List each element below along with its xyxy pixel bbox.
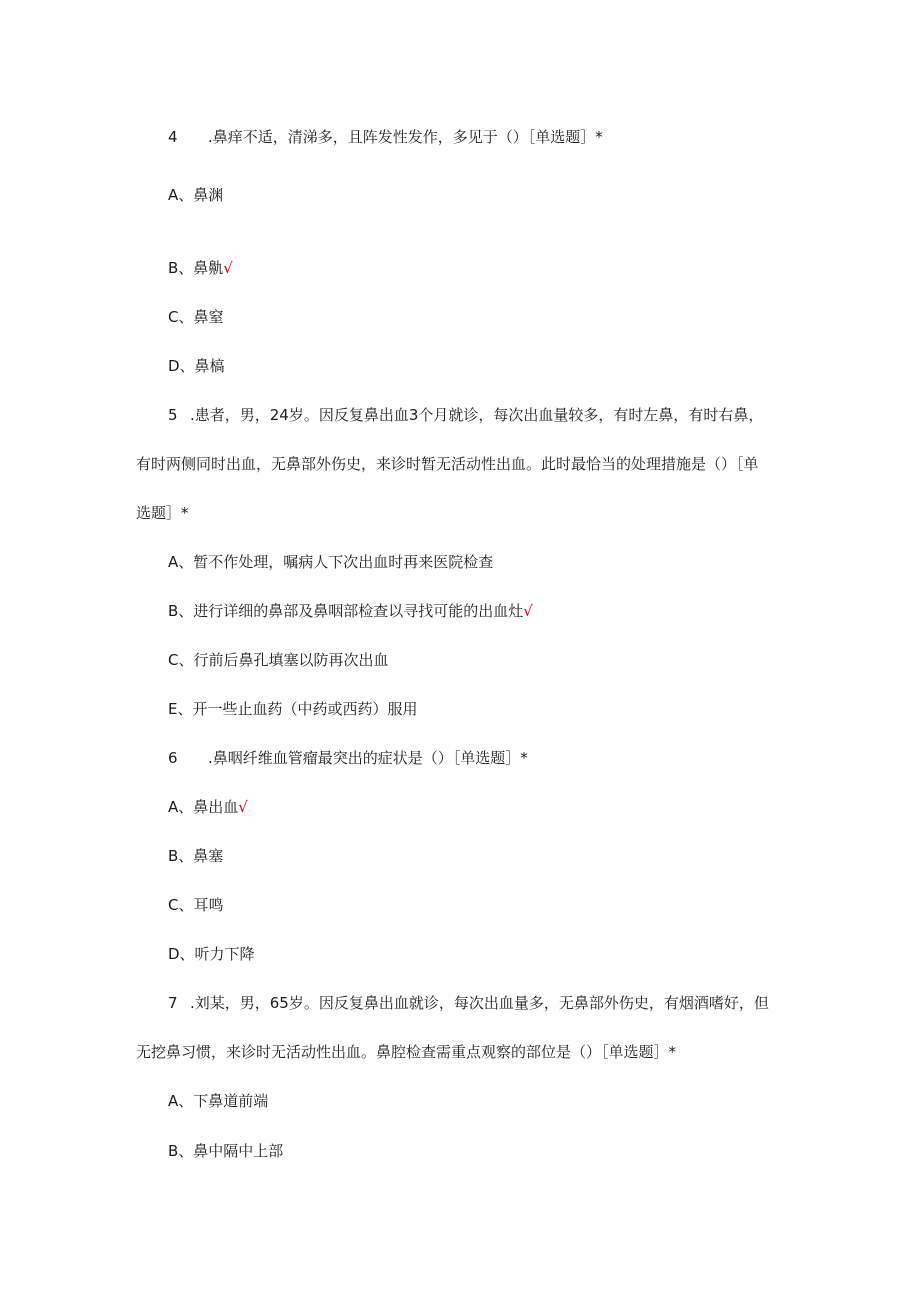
question-5-stem — [168, 404, 763, 426]
option-item[interactable] — [168, 845, 223, 867]
question-text-continued: 选题］* — [136, 504, 189, 522]
correct-answer-checkmark: √ — [223, 259, 233, 277]
option-label: C、鼻窒 — [168, 308, 224, 326]
question-text-continued: 无挖鼻习惯，来诊时无活动性出血。鼻腔检查需重点观察的部位是（）［单选题］* — [136, 1043, 677, 1061]
option-label: B、鼻塞 — [168, 847, 224, 865]
question-number: 5 — [168, 406, 178, 424]
option-item[interactable] — [168, 649, 388, 671]
option-item[interactable] — [168, 184, 223, 206]
option-item[interactable] — [168, 698, 417, 720]
option-label: A、下鼻道前端 — [168, 1092, 269, 1110]
option-label: D、鼻槁 — [168, 357, 225, 375]
question-text: .鼻咽纤维血管瘤最突出的症状是（）［单选题］* — [208, 749, 528, 767]
question-6-stem — [168, 747, 528, 769]
option-item[interactable] — [168, 306, 223, 328]
option-item[interactable] — [168, 796, 248, 818]
option-item[interactable] — [168, 600, 533, 622]
question-4-stem — [168, 126, 603, 148]
question-number: 7 — [168, 994, 178, 1012]
question-7-stem — [168, 992, 769, 1014]
question-text: .鼻痒不适，清涕多，且阵发性发作，多见于（）［单选题］* — [208, 128, 603, 146]
option-label: A、鼻渊 — [168, 186, 224, 204]
question-number: 6 — [168, 749, 178, 767]
question-text: .患者，男，24岁。因反复鼻出血3个月就诊，每次出血量较多，有时左鼻，有时右鼻， — [190, 406, 764, 424]
option-label: E、开一些止血药（中药或西药）服用 — [168, 700, 418, 718]
option-label: A、鼻出血 — [168, 798, 239, 816]
option-item[interactable] — [168, 355, 225, 377]
option-item[interactable] — [168, 551, 493, 573]
option-item[interactable] — [168, 1090, 268, 1112]
option-label: B、进行详细的鼻部及鼻咽部检查以寻找可能的出血灶 — [168, 602, 524, 620]
correct-answer-checkmark: √ — [238, 798, 248, 816]
question-text: .刘某，男，65岁。因反复鼻出血就诊，每次出血量多，无鼻部外伤史，有烟酒嗜好，但 — [190, 994, 769, 1012]
option-label: D、听力下降 — [168, 945, 255, 963]
option-item[interactable] — [168, 1140, 283, 1162]
question-number: 4 — [168, 128, 178, 146]
correct-answer-checkmark: √ — [523, 602, 533, 620]
option-label: C、耳鸣 — [168, 896, 224, 914]
option-label: B、鼻中隔中上部 — [168, 1142, 284, 1160]
option-item[interactable] — [168, 894, 223, 916]
option-label: B、鼻鼽 — [168, 259, 224, 277]
option-label: A、暂不作处理，嘱病人下次出血时再来医院检查 — [168, 553, 494, 571]
option-item[interactable] — [168, 257, 233, 279]
option-label: C、行前后鼻孔填塞以防再次出血 — [168, 651, 389, 669]
option-item[interactable] — [168, 943, 255, 965]
question-text-continued: 有时两侧同时出血，无鼻部外伤史，来诊时暂无活动性出血。此时最恰当的处理措施是（）［单 — [136, 455, 759, 473]
